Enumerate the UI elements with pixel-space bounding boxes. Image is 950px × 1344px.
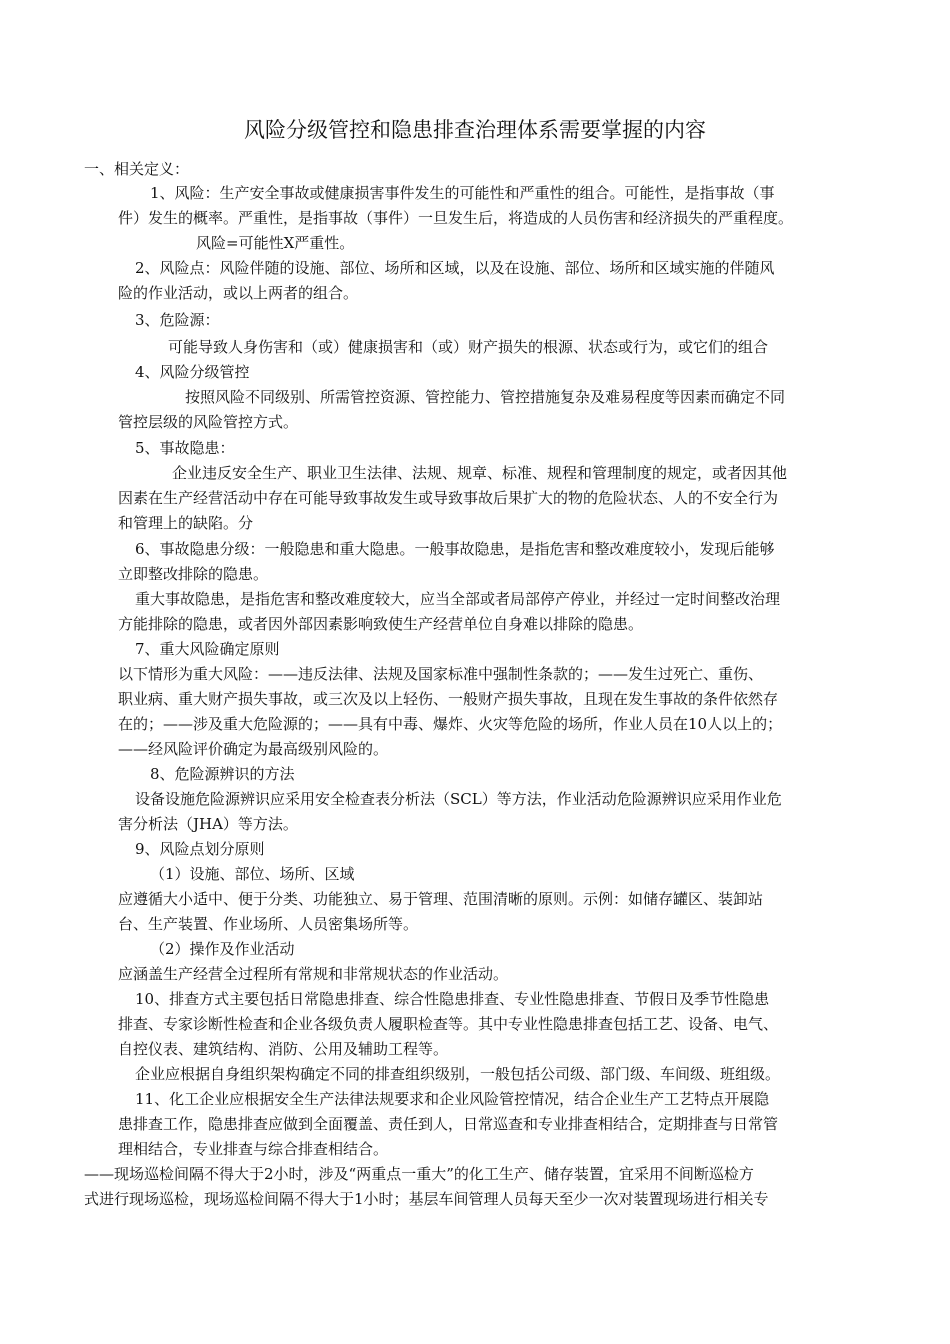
paragraph-line: 1、风险：生产安全事故或健康损害事件发生的可能性和严重性的组合。可能性，是指事故（事 xyxy=(150,184,775,202)
paragraph-line: 设备设施危险源辨识应采用安全检查表分析法（SCL）等方法，作业活动危险源辨识应采用作业危 xyxy=(135,790,782,808)
paragraph-line: 2、风险点：风险伴随的设施、部位、场所和区域，以及在设施、部位、场所和区域实施的伴随风 xyxy=(135,259,775,277)
section-heading: 一、相关定义： xyxy=(84,160,190,178)
paragraph-line: 件）发生的概率。严重性，是指事故（事件）一旦发生后，将造成的人员伤害和经济损失的严重程度。 xyxy=(118,209,794,227)
paragraph-line: 按照风险不同级别、所需管控资源、管控能力、管控措施复杂及难易程度等因素而确定不同 xyxy=(185,388,786,406)
paragraph-line: ——经风险评价确定为最高级别风险的。 xyxy=(118,740,389,758)
paragraph-line: 职业病、重大财产损失事故，或三次及以上轻伤、一般财产损失事故，且现在发生事故的条件依然存 xyxy=(118,690,779,708)
paragraph-line: 6、事故隐患分级：一般隐患和重大隐患。一般事故隐患，是指危害和整改难度较小，发现后能够 xyxy=(135,540,775,558)
paragraph-line: 式进行现场巡检，现场巡检间隔不得大于1小时；基层车间管理人员每天至少一次对装置现场进行相关专 xyxy=(84,1190,769,1208)
paragraph-line: 方能排除的隐患，或者因外部因素影响致使生产经营单位自身难以排除的隐患。 xyxy=(118,615,644,633)
paragraph-line: 患排查工作，隐患排查应做到全面覆盖、责任到人，日常巡查和专业排查相结合，定期排查与日常管 xyxy=(118,1115,779,1133)
item-heading: 3、危险源： xyxy=(135,311,220,329)
page-title: 风险分级管控和隐患排查治理体系需要掌握的内容 xyxy=(244,118,706,142)
item-heading: 5、事故隐患： xyxy=(135,439,235,457)
item-heading: 7、重大风险确定原则 xyxy=(135,640,280,658)
paragraph-line: 11、化工企业应根据安全生产法律法规要求和企业风险管控情况，结合企业生产工艺特点开展隐 xyxy=(135,1090,770,1108)
paragraph-line: 管控层级的风险管控方式。 xyxy=(118,413,299,431)
paragraph-line: 10、排查方式主要包括日常隐患排查、综合性隐患排查、专业性隐患排查、节假日及季节性隐患 xyxy=(135,990,770,1008)
item-heading: 9、风险点划分原则 xyxy=(135,840,265,858)
paragraph-line: 可能导致人身伤害和（或）健康损害和（或）财产损失的根源、状态或行为，或它们的组合 xyxy=(168,338,769,356)
paragraph-line: 排查、专家诊断性检查和企业各级负责人履职检查等。其中专业性隐患排查包括工艺、设备、电气、 xyxy=(118,1015,779,1033)
paragraph-line: 应涵盖生产经营全过程所有常规和非常规状态的作业活动。 xyxy=(118,965,509,983)
item-heading: 8、危险源辨识的方法 xyxy=(150,765,295,783)
paragraph-line: 企业应根据自身组织架构确定不同的排查组织级别，一般包括公司级、部门级、车间级、班组级。 xyxy=(135,1065,781,1083)
item-heading: 4、风险分级管控 xyxy=(135,363,250,381)
formula-line: 风险=可能性X严重性。 xyxy=(196,234,355,252)
paragraph-line: 险的作业活动，或以上两者的组合。 xyxy=(118,284,359,302)
paragraph-line: 重大事故隐患，是指危害和整改难度较大，应当全部或者局部停产停业，并经过一定时间整改治理 xyxy=(135,590,781,608)
paragraph-line: 企业违反安全生产、职业卫生法律、法规、规章、标准、规程和管理制度的规定，或者因其他 xyxy=(172,464,788,482)
paragraph-line: 应遵循大小适中、便于分类、功能独立、易于管理、范围清晰的原则。示例：如储存罐区、装卸站 xyxy=(118,890,764,908)
paragraph-line: 因素在生产经营活动中存在可能导致事故发生或导致事故后果扩大的物的危险状态、人的不安全行为 xyxy=(118,489,779,507)
paragraph-line: 以下情形为重大风险：——违反法律、法规及国家标准中强制性条款的；——发生过死亡、重伤、 xyxy=(118,665,764,683)
paragraph-line: 台、生产装置、作业场所、人员密集场所等。 xyxy=(118,915,419,933)
paragraph-line: 害分析法（JHA）等方法。 xyxy=(118,815,298,833)
paragraph-line: 在的；——涉及重大危险源的；——具有中毒、爆炸、火灾等危险的场所，作业人员在10人以上的； xyxy=(118,715,783,733)
paragraph-line: 自控仪表、建筑结构、消防、公用及辅助工程等。 xyxy=(118,1040,449,1058)
paragraph-line: ——现场巡检间隔不得大于2小时，涉及“两重点一重大”的化工生产、储存装置，宜采用不间断巡检方 xyxy=(84,1165,754,1183)
paragraph-line: 和管理上的缺陷。分 xyxy=(118,514,254,532)
sub-heading: （2）操作及作业活动 xyxy=(150,940,295,958)
paragraph-line: 立即整改排除的隐患。 xyxy=(118,565,269,583)
paragraph-line: 理相结合，专业排查与综合排查相结合。 xyxy=(118,1140,389,1158)
sub-heading: （1）设施、部位、场所、区域 xyxy=(150,865,355,883)
